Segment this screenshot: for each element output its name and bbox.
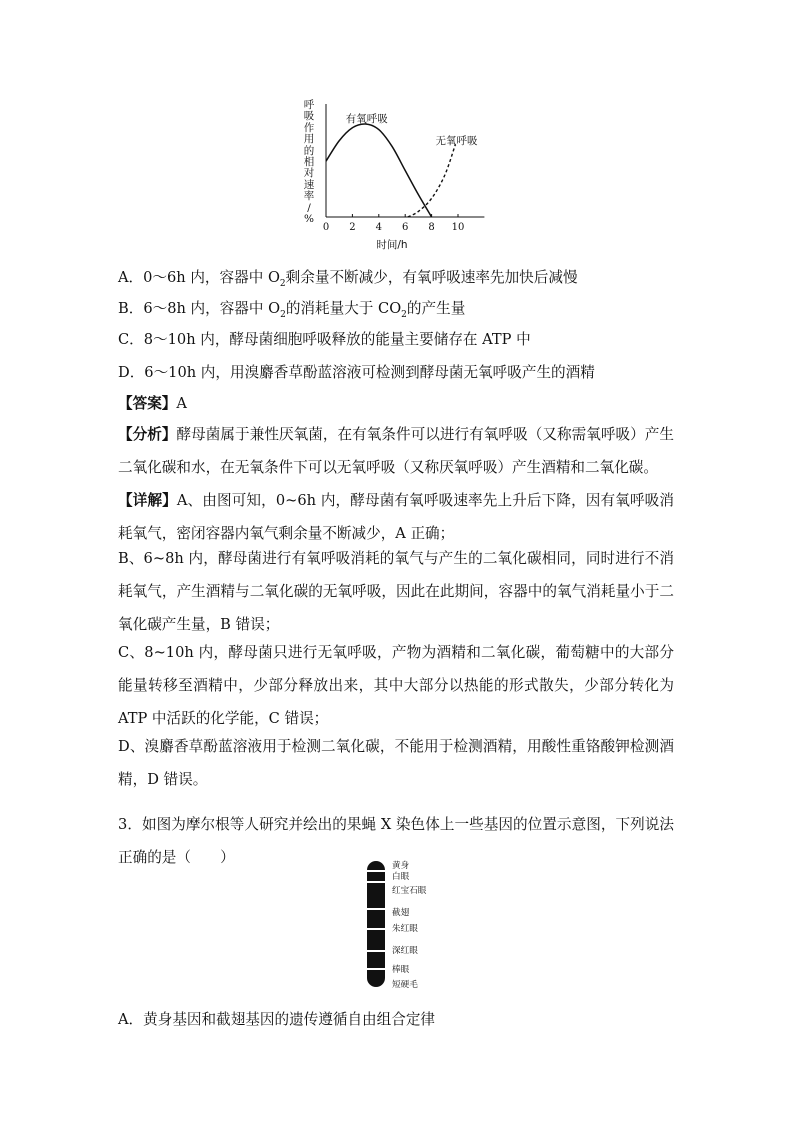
x-tick-label: 0 bbox=[322, 222, 330, 233]
chromosome-band bbox=[366, 928, 386, 930]
chromosome-band bbox=[366, 950, 386, 952]
option-d: D．6～10h 内，用溴麝香草酚蓝溶液可检测到酵母菌无氧呼吸产生的酒精 bbox=[118, 364, 595, 381]
gene-label: 棒眼 bbox=[392, 965, 410, 975]
detail-a-paragraph: 【详解】A、由图可知，0~6h 内，酵母菌有氧呼吸速率先上升后下降，因有氧呼吸消耗氧气，密闭容器内氧气剩余量不断减少，A 正确； bbox=[118, 492, 674, 542]
gene-label: 朱红眼 bbox=[392, 924, 418, 934]
ylabel-char: 作 bbox=[303, 121, 315, 134]
ylabel-char: 的 bbox=[303, 144, 315, 157]
ylabel-char: 用 bbox=[303, 133, 315, 146]
gene-label: 白眼 bbox=[392, 872, 410, 882]
question-3-stem: 3．如图为摩尔根等人研究并绘出的果蝇 X 染色体上一些基因的位置示意图，下列说法正确的是（ ） bbox=[118, 816, 674, 866]
answer-line bbox=[118, 393, 678, 415]
chromosome-band bbox=[366, 881, 386, 883]
ylabel-char: 相 bbox=[303, 156, 315, 169]
ylabel-char: 速 bbox=[303, 178, 315, 191]
x-chromosome-diagram bbox=[366, 860, 386, 988]
ylabel-char: 率 bbox=[303, 190, 315, 203]
detail-c-paragraph: C、8~10h 内，酵母菌只进行无氧呼吸，产物为酒精和二氧化碳，葡萄糖中的大部分能量转移至酒精中，少部分释放出来，其中大部分以热能的形式散失，少部分转化为 ATP 中活跃的化学能，C 错误； bbox=[118, 644, 674, 727]
option-c: C．8～10h 内，酵母菌细胞呼吸释放的能量主要储存在 ATP 中 bbox=[118, 331, 531, 348]
gene-label: 黄身 bbox=[392, 861, 410, 871]
series-line-aerobic bbox=[326, 124, 432, 217]
detail-b-paragraph: B、6~8h 内，酵母菌进行有氧呼吸消耗的氧气与产生的二氧化碳相同，同时进行不消耗氧气，产生酒精与二氧化碳的无氧呼吸，因此在此期间，容器中的氧气消耗量小于二氧化碳产生量，B 错误； bbox=[118, 550, 674, 633]
series-label-anaerobic: 无氧呼吸 bbox=[435, 135, 478, 147]
option-a: A．0～6h 内，容器中 $O_2$剩余量不断减少，有氧呼吸速率先加快后减慢 bbox=[118, 269, 578, 289]
x-tick-label: 2 bbox=[349, 222, 356, 233]
ylabel-char: 吸 bbox=[303, 110, 315, 123]
analysis-tag: 【分析】 bbox=[118, 426, 177, 443]
ylabel-char: 呼 bbox=[303, 99, 315, 111]
series-line-anaerobic bbox=[408, 144, 456, 217]
detail-tag: 【详解】 bbox=[118, 492, 177, 509]
ylabel-char: % bbox=[304, 213, 314, 226]
chart-svg bbox=[296, 98, 496, 258]
option-b: B．6～8h 内，容器中 $O_2$的消耗量大于 $CO_2$的产生量 bbox=[118, 300, 466, 320]
ylabel-char: / bbox=[307, 201, 311, 214]
gene-label: 短硬毛 bbox=[392, 980, 418, 990]
gene-label: 红宝石眼 bbox=[392, 886, 427, 896]
x-tick-label: 6 bbox=[402, 222, 409, 233]
x-tick-label: 4 bbox=[375, 222, 382, 233]
detail-d-paragraph: D、溴麝香草酚蓝溶液用于检测二氧化碳，不能用于检测酒精，用酸性重铬酸钾检测酒精，D 错误。 bbox=[118, 738, 674, 788]
answer-value: A bbox=[176, 395, 187, 412]
x-tick-label: 10 bbox=[451, 222, 465, 233]
gene-label: 深红眼 bbox=[392, 946, 418, 956]
chromosome-band bbox=[366, 908, 386, 910]
q3-option-a: A．黄身基因和截翅基因的遗传遵循自由组合定律 bbox=[118, 1011, 436, 1028]
chromosome-band bbox=[366, 870, 386, 872]
gene-label: 截翅 bbox=[392, 908, 410, 918]
ylabel-char: 对 bbox=[303, 167, 315, 180]
chromosome-band bbox=[366, 968, 386, 970]
answer-tag: 【答案】 bbox=[118, 395, 177, 412]
respiration-chart bbox=[296, 98, 496, 258]
x-tick-label: 8 bbox=[428, 222, 435, 233]
series-label-aerobic: 有氧呼吸 bbox=[345, 113, 388, 125]
analysis-paragraph: 【分析】酵母菌属于兼性厌氧菌，在有氧条件可以进行有氧呼吸（又称需氧呼吸）产生二氧化碳和水，在无氧条件下可以无氧呼吸（又称厌氧呼吸）产生酒精和二氧化碳。 bbox=[118, 426, 674, 476]
x-axis-label: 时间/h bbox=[376, 239, 408, 251]
